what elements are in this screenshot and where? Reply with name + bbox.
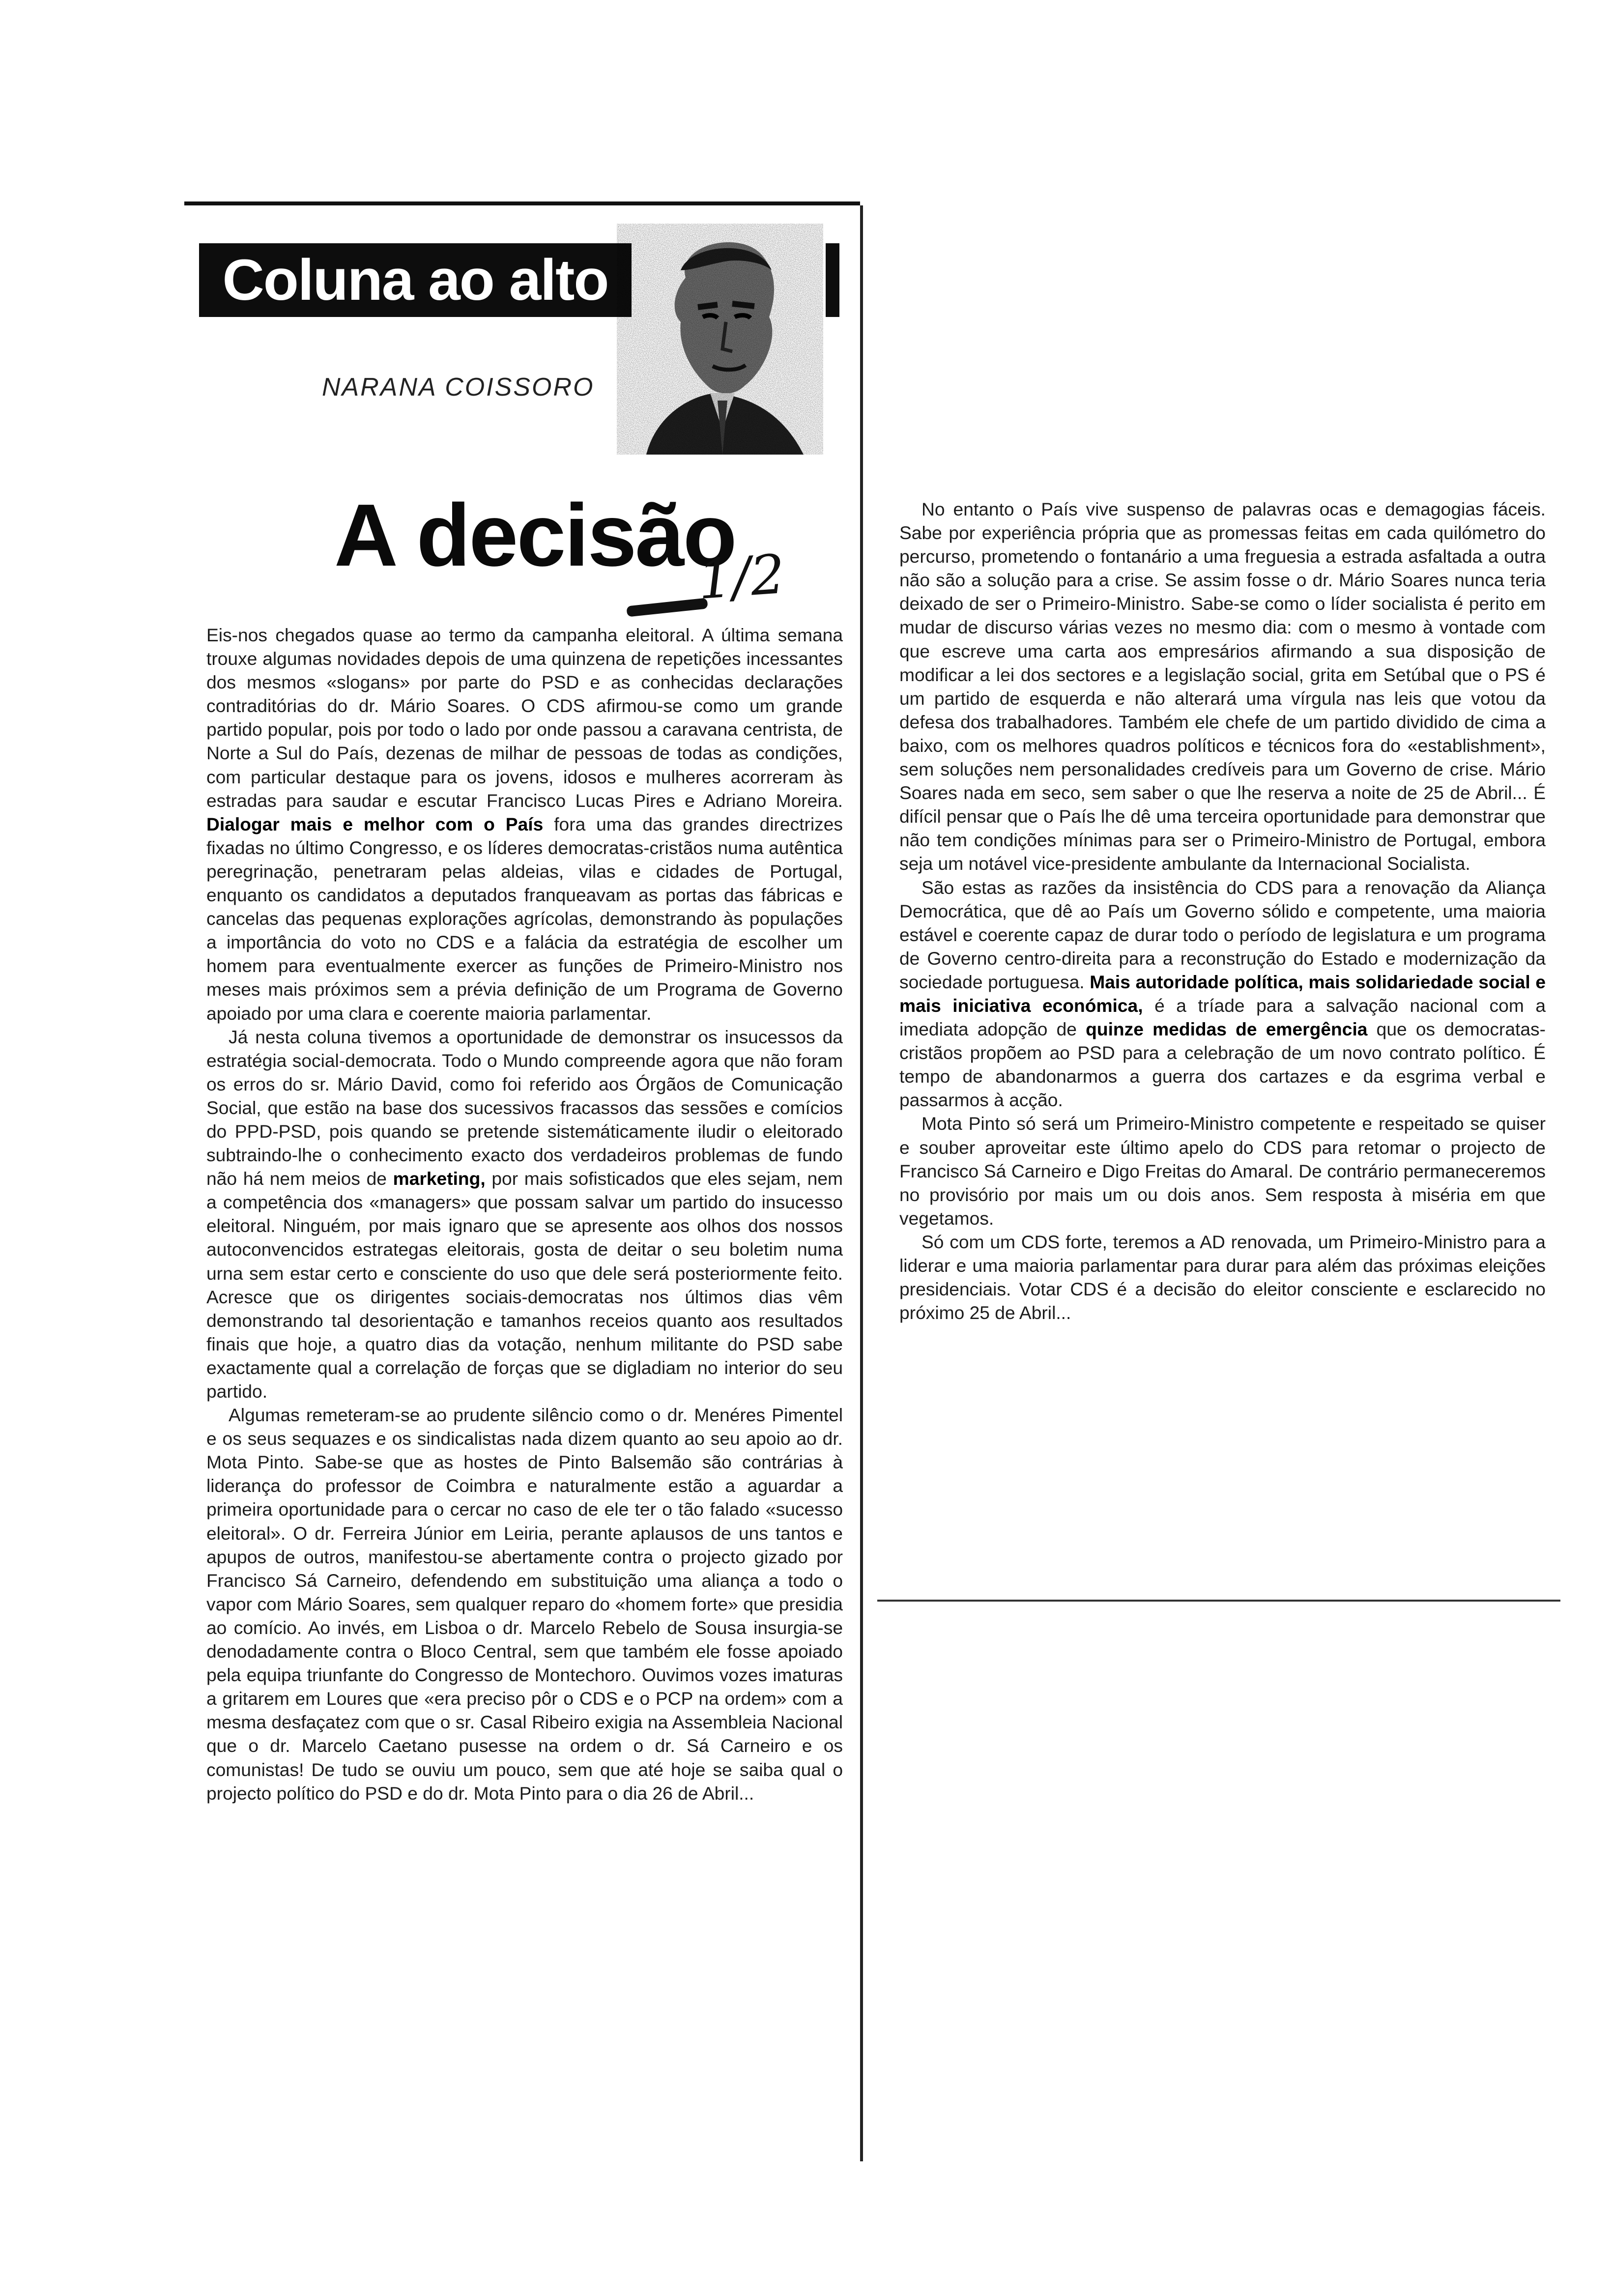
paragraph-text: por mais sofisticados que eles sejam, nem a competência dos «managers» que possam salvar um partido do insucesso eleitoral. Ninguém, por mais ignaro que se apresente aos olhos dos nossos autoconvencidos estrategas eleitorais, gosta de deitar o seu boletim numa urna sem estar certo e consciente do uso que dele será posteriormente feito. Acresce que os dirigentes sociais-democratas nos últimos dias vêm demonstrando tal desorientação e tamanhos receios quanto aos resultados finais que hoje, a quatro dias da votação, nenhum militante do PSD sabe exactamente qual a correlação de forças que se digladiam no interior do seu partido. (206, 1168, 843, 1402)
portrait-figure (617, 224, 823, 455)
article-right-column (899, 497, 1546, 1324)
paragraph-text: Eis-nos chegados quase ao termo da campanha eleitoral. A última semana trouxe algumas novidades depois de uma quinzena de repetições incessantes dos mesmos «slogans» por parte do PSD e as conhecidas declarações contraditórias do dr. Mário Soares. O CDS afirmou-se como um grande partido popular, pois por todo o lado por onde passou a caravana centrista, de Norte a Sul do País, dezenas de milhar de pessoas de todas as condições, com particular destaque para os jovens, idosos e mulheres acorreram às estradas para saudar e escutar Francisco Lucas Pires e Adriano Moreira. (206, 625, 843, 811)
paragraph-text: Já nesta coluna tivemos a oportunidade de demonstrar os insucessos da estratégia social-democrata. Todo o Mundo compreende agora que não foram os erros do sr. Mário David, como foi referido aos Órgãos de Comunicação Social, que estão na base dos sucessivos fracassos das sessões e comícios do PPD-PSD, pois quando se pretende sistemáticamente iludir o eleitorado subtraindo-lhe o conhecimento exacto dos verdadeiros problemas de fundo não há nem meios de (206, 1026, 843, 1189)
article-left-column (206, 623, 843, 1805)
article-headline: A decisão (334, 486, 736, 585)
paragraph (206, 1025, 843, 1404)
handwritten-note: 1/2 (695, 542, 787, 612)
column-title: Coluna ao alto (199, 243, 632, 317)
paragraph: Algumas remeteram-se ao prudente silêncio como o dr. Menéres Pimentel e os seus sequazes e os sindicalistas nada dizem quanto ao seu apoio ao dr. Mota Pinto. Sabe-se que as hostes de Pinto Balsemão são contrárias à liderança do professor de Coimbra e naturalmente estão a aguardar a primeira oportunidade para o cercar no caso de ele ter o tão falado «sucesso eleitoral». O dr. Ferreira Júnior em Leiria, perante aplausos de uns tantos e apupos de outros, manifestou-se abertamente contra o projecto gizado por Francisco Sá Carneiro, defendendo em substituição uma aliança a todo o vapor com Mário Soares, sem qualquer reparo do «homem forte» que presidia ao comício. Ao invés, em Lisboa o dr. Marcelo Rebelo de Sousa insurgia-se denodadamente contra o Bloco Central, sem que também ele fosse apoiado pela equipa triunfante do Congresso de Montechoro. Ouvimos vozes imaturas a gritarem em Loures que «era preciso pôr o CDS e o PCP na ordem» com a mesma desfaçatez com que o sr. Casal Ribeiro exigia na Assembleia Nacional que o dr. Marcelo Caetano pusesse na ordem o dr. Sá Carneiro e os comunistas! De tudo se ouviu um pouco, sem que até hoje se saiba qual o projecto político do PSD e do dr. Mota Pinto para o dia 26 de Abril... (206, 1405, 843, 1804)
paragraph-text: São estas as razões da insistência do CDS para a renovação da Aliança Democrática, que dê ao País um Governo sólido e competente, uma maioria estável e coerente capaz de durar todo o período de legislatura e um programa de Governo centro-direita para a reconstrução do Estado e modernização da sociedade portuguesa. (899, 877, 1546, 992)
end-rule (877, 1600, 1560, 1602)
paragraph-text: que os democratas-cristãos propõem ao PSD para a celebração de um novo contrato político. É tempo de abandonarmos a guerra dos cartazes e da esgrima verbal e passarmos à acção. (899, 1019, 1546, 1111)
top-rule (184, 201, 860, 205)
bold-phrase: quinze medidas de emergência (1086, 1019, 1368, 1040)
paragraph-text: é a tríade para a salvação nacional com a imediata adopção de (899, 995, 1546, 1040)
author-byline: NARANA COISSORO (322, 373, 595, 402)
paragraph: Só com um CDS forte, teremos a AD renovada, um Primeiro-Ministro para a liderar e uma maioria parlamentar para durar para além das próximas eleições presidenciais. Votar CDS é a decisão do eleitor consciente e esclarecido no próximo 25 de Abril... (899, 1231, 1546, 1323)
paragraph-text: fora uma das grandes directrizes fixadas no último Congresso, e os líderes democratas-cristãos numa autêntica peregrinação, penetraram pelas aldeias, vilas e cidades de Portugal, enquanto os candidatos a deputados franqueavam as portas das fábricas e cancelas das pequenas explorações agrícolas, demonstrando às populações a importância do voto no CDS e a falácia da estratégia de escolher um homem para eventualmente exercer as funções de Primeiro-Ministro nos meses mais próximos sem a prévia definição de um Programa de Governo apoiado por uma clara e coerente maioria parlamentar. (206, 813, 843, 1024)
bold-phrase: Mais autoridade política, mais solidariedade social e mais iniciativa económica, (899, 971, 1546, 1016)
author-portrait-photo (617, 224, 823, 455)
bold-phrase: Dialogar mais e melhor com o País (206, 813, 544, 834)
handwritten-underline (626, 598, 708, 617)
paragraph (206, 623, 843, 1025)
column-divider (860, 205, 863, 2161)
paragraph (899, 876, 1546, 1112)
paragraph: Mota Pinto só será um Primeiro-Ministro competente e respeitado se quiser e souber aproveitar este último apelo do CDS para retomar o projecto de Francisco Sá Carneiro e Digo Freitas do Amaral. De contrário permaneceremos no provisório por mais um ou dois anos. Sem resposta à miséria em que vegetamos. (899, 1113, 1546, 1229)
title-bar-end (826, 243, 839, 317)
bold-phrase: marketing, (393, 1168, 486, 1189)
paragraph: No entanto o País vive suspenso de palavras ocas e demagogias fáceis. Sabe por experiência própria que as promessas feitas em cada quilómetro do percurso, prometendo o fontanário a uma freguesia a estrada asfaltada a outra não são a solução para a crise. Se assim fosse o dr. Mário Soares nunca teria deixado de ser o Primeiro-Ministro. Sabe-se como o líder socialista é perito em mudar de discurso várias vezes no mesmo dia: com o mesmo à vontade com que escreve uma carta aos empresários afirmando a sua disposição de modificar a lei dos sectores e a legislação social, grita em Setúbal que o PS é um partido de esquerda e não alterará uma vírgula nas leis que votou da defesa dos trabalhadores. Também ele chefe de um partido dividido de cima a baixo, com os melhores quadros políticos e técnicos fora do «establishment», sem soluções nem personalidades credíveis para um Governo de crise. Mário Soares nada em seco, sem saber o que lhe reserva a noite de 25 de Abril... É difícil pensar que o País lhe dê uma terceira oportunidade para demonstrar que não tem condições mínimas para ser o Primeiro-Ministro de Portugal, embora seja um notável vice-presidente ambulante da Internacional Socialista. (899, 499, 1546, 874)
